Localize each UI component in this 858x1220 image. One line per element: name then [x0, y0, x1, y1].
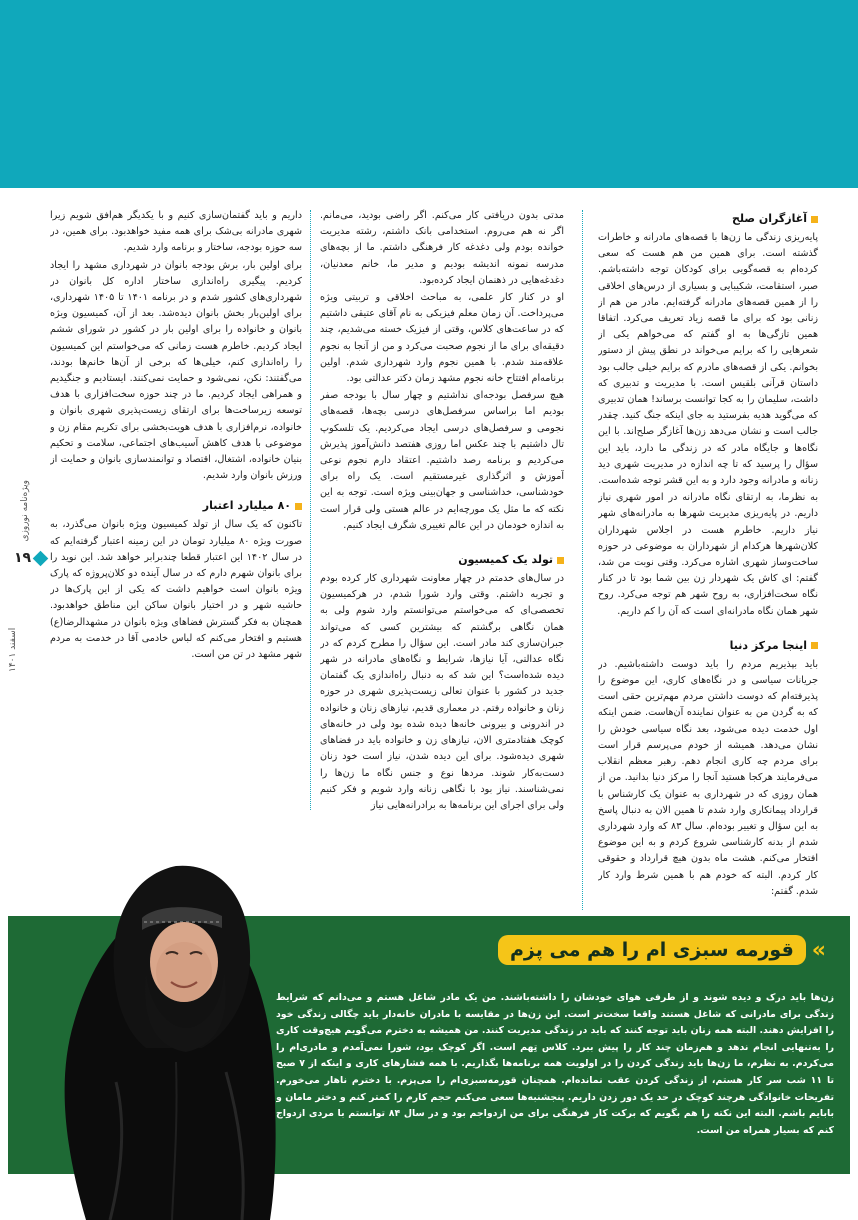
paragraph: در سال‌های خدمتم در چهار معاونت شهرداری کار کرده بودم و تجربه داشتم. وقتی وارد شورا شدم، در هرکمیسیون تخصصی‌ای که می‌خواستم می‌توانستم وارد شوم ولی به همان نگاهی برگشتم که بیشترین کسی که می‌تواند جبران‌سازی کند مادر است. این سؤال را مطرح کردم که در نگاه عدالتی، آیا نیازها، شرایط و نگاه‌های مادرانه در شهر دیده شده‌است؟ این شد که به دنبال راه‌اندازی یک گفتمان جدید در کشور با عنوان تعالی زیست‌پذیری شهری در حوزه زنان و خانواده رفتم. در معماری قدیم، نیازهای زنان و خانواده در اندرونی و بیرونی خانه‌ها دیده شده بود ولی در خانه‌های کوچک هفتادمتری الان، نیازهای زن و خانواده باید در فضاهای شهری دیده‌شود. برای این دیده شدن، نیاز است خود زنان دست‌به‌کار شوند. مردها نوع و جنس نگاه ما زن‌ها را نمی‌شناسند. نیاز بود با نگاهی زنانه وارد شویم و فکر کنیم ولی برای اجرای این برنامه‌ها به برادرانه‌هایی نیاز — [320, 573, 564, 811]
bullet-square-icon — [557, 557, 564, 564]
section-heading — [598, 637, 818, 655]
section-heading-text: تولد یک کمیسیون — [458, 553, 553, 567]
paragraph: هیچ سرفصل بودجه‌ای نداشتیم و چهار سال با بودجه صفر بودیم اما براساس سرفصل‌های درسی بچه‌ها، قصه‌های نجومی و سرفصل‌های درسی ایجاد می‌کردیم. یک تلسکوپ تال داشتیم با چند عکس اما روزی هفتصد دانش‌آموز پذیرش می‌کردیم و برنامه رصد داشتیم. اعتقاد دارم نجوم نوعی آموزش و اثرگذاری غیرمستقیم است. یک راه برای خودشناسی، خداشناسی و جهان‌بینی ویژه است. توجه به این نکته که ما مثل یک مورچه‌ایم در عالم هستی ولی قرار است به اندازه خودمان در این عالم تغییری شگرف ایجاد کنیم. — [320, 390, 564, 531]
article-column-right — [598, 208, 818, 920]
article-column-left — [50, 208, 302, 708]
bullet-square-icon — [811, 642, 818, 649]
diamond-icon — [33, 550, 49, 566]
paragraph: داریم و باید گفتمان‌سازی کنیم و با یکدیگر هم‌افق شویم زیرا شهری مادرانه بی‌شک برای همه مفید خواهدبود. برای همین، در سه حوزه بودجه، ساختار و برنامه وارد شدیم. — [50, 210, 302, 254]
bullet-square-icon — [811, 216, 818, 223]
portrait-photo — [26, 822, 284, 1220]
paragraph: باید بپذیریم مردم را باید دوست داشته‌باشیم. در جریانات سیاسی و در نگاه‌های کاری، این موضوع را پذیرفته‌ام که دوست داشتن مردم مهم‌ترین حقی است که به گردن من به عنوان نماینده آن‌هاست. ضمن اینکه اول خدمت دیده می‌شود، بعد نگاه سیاسی خودش را نشان می‌دهد. همیشه از خودم می‌پرسم قرار است برای مردم چه کاری انجام دهم. رهبر معظم انقلاب می‌فرمایند هرکجا هستید آنجا را مرکز دنیا بدانید. من از همان روزی که در شهرداری به عنوان یک کارشناس با قرارداد پیمانکاری وارد شدم تا همین الان به دنبال پاسخ به این سؤال و تغییر بوده‌ام. سال ۸۳ که وارد شهرداری شدم از بدنه کارشناسی شروع کردم و به این موضوع افتخار می‌کنم. هشت ماه بدون هیچ قرارداد و حقوقی کار کردم. البته که خودم هم با همین شرط وارد کار شدم. گفتم: — [598, 658, 818, 897]
double-chevron-icon: « — [811, 937, 820, 963]
paragraph: مدتی بدون دریافتی کار می‌کنم. اگر راضی بودید، می‌مانم. اگر نه هم می‌روم. استخدامی بانک داشتم، رشته مدیریت خوانده بودم ولی دغدغه کار فرهنگی داشتم. ما از بچه‌های مدرسه نمونه اندیشه بودیم و مدیر ما، خانم معدنیان، دغدغه‌هایی در ذهنمان ایجاد کرده‌بود. — [320, 210, 564, 286]
issue-date: اسفند ۱۴۰۱ — [7, 627, 18, 672]
paragraph: او در کنار کار علمی، به مباحث اخلاقی و تربیتی ویژه می‌پرداخت. آن زمان معلم فیزیکی به نام آقای عتیقی داشتیم که در ساعت‌های کلاس، وقتی از فیزیک خسته می‌شدیم، چند دقیقه‌ای برای ما از نجوم صحبت می‌کرد و من از آنجا به نجوم علاقه‌مند شدم. با همین نجوم وارد شهرداری شدم. اولین برنامه‌ام افتتاح خانه نجوم مشهد زمان دکتر عدالتی بود. — [320, 292, 564, 385]
paragraph: برای اولین بار، برش بودجه بانوان در شهرداری مشهد را ایجاد کردیم. پیگیری راه‌اندازی ساختار اداره کل بانوان در شهرداری‌های کشور شدم و در برنامه ۱۴۰۱ تا ۱۴۰۵ شهرداری، برای اولین‌بار بخش بانوان دیده‌شد. بعد از آن، کمیسیون ویژه بانوان و خانواده را برای اولین بار در کشور در شورای ششم ایجاد کردیم. خاطرم هست زمانی که می‌خواستم این کمیسیون را راه‌اندازی کنم، خیلی‌ها که برخی از آن‌ها خانم‌ها بودند، می‌گفتند: نکن، نمی‌شود و حمایت نمی‌کنند. ایستادیم و جنگیدیم و همراهی ایجاد کردیم. ما در چند حوزه سخت‌افزاری با هدف توسعه زیرساخت‌ها برای ارتقای زیست‌پذیری شهری بانوان و خانواده، نرم‌افزاری با هدف هویت‌بخشی برای تکریم مقام زن و موضوعی با هدف کاهش آسیب‌های اجتماعی، سلامت و تحکیم بنیان خانواده، اشتغال، اقتصاد و توانمندسازی بانوان و حمایت از ورزش بانوان وارد شدیم. — [50, 259, 302, 482]
paragraph: پایه‌ریزی زندگی ما زن‌ها با قصه‌های مادرانه و خاطرات گذشته است. برای همین من هم هست که سعی کرده‌ام به قصه‌گویی برای کودکان توجه داشته‌باشم. صبر، استقامت، شکیبایی و بسیاری از درس‌های اخلاقی را از همین قصه‌های مادرانه گرفته‌ایم. مادر من هم از زنانی بود که برای ما قصه زیاد تعریف می‌کرد. اتفاقا همین تازگی‌ها به او گفتم که می‌خواهم یکی از شعرهایی را که برایم می‌خواند در نطق پیش از دستور بخوانم. یکی از قصه‌های مادرم که برایم خیلی جالب بود داستان قرآنی بلقیس است. با مدیریت و تدبیری که داشت، سلیمان را به کجا توانست برساند! همان تدبیری که می‌گوید هدیه بفرستید به جای اینکه جنگ کنید. چقدر جالب است و نشان می‌دهد زن‌ها آغازگر صلح‌اند. با این نگاه‌ها و جایگاه مادر که در زندگی ما دارد، باید این سؤال را پرسید که تا چه اندازه در مدیریت شهری دید زنانه و مادرانه وجود دارد و به این قشر توجه شده‌است. — [598, 232, 818, 487]
page-number-text: ۱۹ — [14, 550, 32, 566]
section-heading-text: آغازگران صلح — [731, 212, 807, 225]
bullet-square-icon — [295, 503, 302, 510]
paragraph: تاکنون که یک سال از تولد کمیسیون ویژه بانوان می‌گذرد، به صورت ویژه ۸۰ میلیارد تومان در این زمینه اعتبار گرفته‌ایم که در سال ۱۴۰۲ این اعتبار قطعا چندبرابر خواهد شد. این نوید را برای بانوان شهرم دارم که در سال آینده دو کلان‌پروژه که پارک ویژه بانوان است خواهیم داشت که یکی از این پارک‌ها در حاشیه شهر و در اختیار بانوان ساکن این مناطق خواهدبود. همچنان به فکر گسترش فضاهای ویژه بانوان در مشهدالرضا(ع) هستیم و افتخار می‌کنم که لباس خادمی آقا در خدمت به مردم شهر مشهد در تن من است. — [50, 519, 302, 661]
column-divider — [582, 210, 583, 910]
section-heading-text: ۸۰ میلیارد اعتبار — [202, 499, 291, 513]
callout-title-text: قورمه سبزی ام را هم می پزم — [498, 935, 806, 965]
page-number — [14, 550, 46, 566]
paragraph: به نظرما، به ارتقای نگاه مادرانه در امور شهری نیاز داریم. در پایه‌ریزی مدیریت شهرها به مادرانه‌های شهر نیاز داریم. خاطرم هست در اجلاس شهرداران کلان‌شهرها هرکدام از شهرداران به موضوعی در حوزه ساخت‌وساز شهری اشاره می‌کرد. وقتی نوبت من شد، گفتم: ای کاش یک شهردار زن بین شما بود تا در کنار نگاه سخت‌افزاری، به روح شهر هم توجه می‌کرد. روح شهر همان نگاه مادرانه‌ای است که آن را کم داریم. — [598, 492, 818, 617]
callout-title — [498, 928, 820, 972]
section-heading — [598, 210, 818, 228]
side-section-label: ویژه‌نامه نوروزی — [20, 480, 30, 542]
article-column-middle — [320, 208, 564, 920]
column-divider — [310, 210, 311, 810]
section-heading — [320, 551, 564, 569]
section-heading-text: اینجا مرکز دنیا — [729, 638, 807, 652]
top-color-band — [0, 0, 858, 188]
callout-text: زن‌ها باید درک و دیده شوند و از طرفی هوای خودشان را داشته‌باشند. من یک مادر شاغل هستم و می‌دانم که شرایط زندگی برای مادرانی که شاغل هستند واقعا سخت‌تر است. این زن‌ها در مقایسه با مادران خانه‌دار باید چگالی زندگی خود را افزایش دهند. البته همه زنان باید توجه کنند که باید در زندگی مدیریت کنند. من همیشه به دخترم می‌گویم هیچ‌وقت کاری را به‌تنهایی انجام ندهد و هم‌زمان چند کار را پیش ببرد. کلاس تِهم است. اگر کوچک بود، شورا نمی‌آمدم و مادری‌ام را می‌کردم. به نظرم، ما زن‌ها باید زندگی کردن را در اولویت همه برنامه‌ها بگذاریم. با همه فشارهای کاری و اینکه از ۷ صبح تا ۱۱ شب سر کار هستم، از زندگی کردن عقب نمانده‌ام. همچنان قورمه‌سبزی‌ام را می‌پزم. با دخترم ناهار می‌خورم. تفریحات خانوادگی هرچند کوچک در حد یک دور زدن داریم. پنجشنبه‌ها سعی می‌کنم حجم کارم را کمتر کنم و دختر مامان و بابایم باشم. البته این نکته را هم بگویم که برکت کار فرهنگی برای من ازدواجم بود و در سال ۸۴ توانستم با مردی ازدواج کنم که بسیار همراه من است. — [276, 992, 834, 1136]
section-heading — [50, 497, 302, 515]
